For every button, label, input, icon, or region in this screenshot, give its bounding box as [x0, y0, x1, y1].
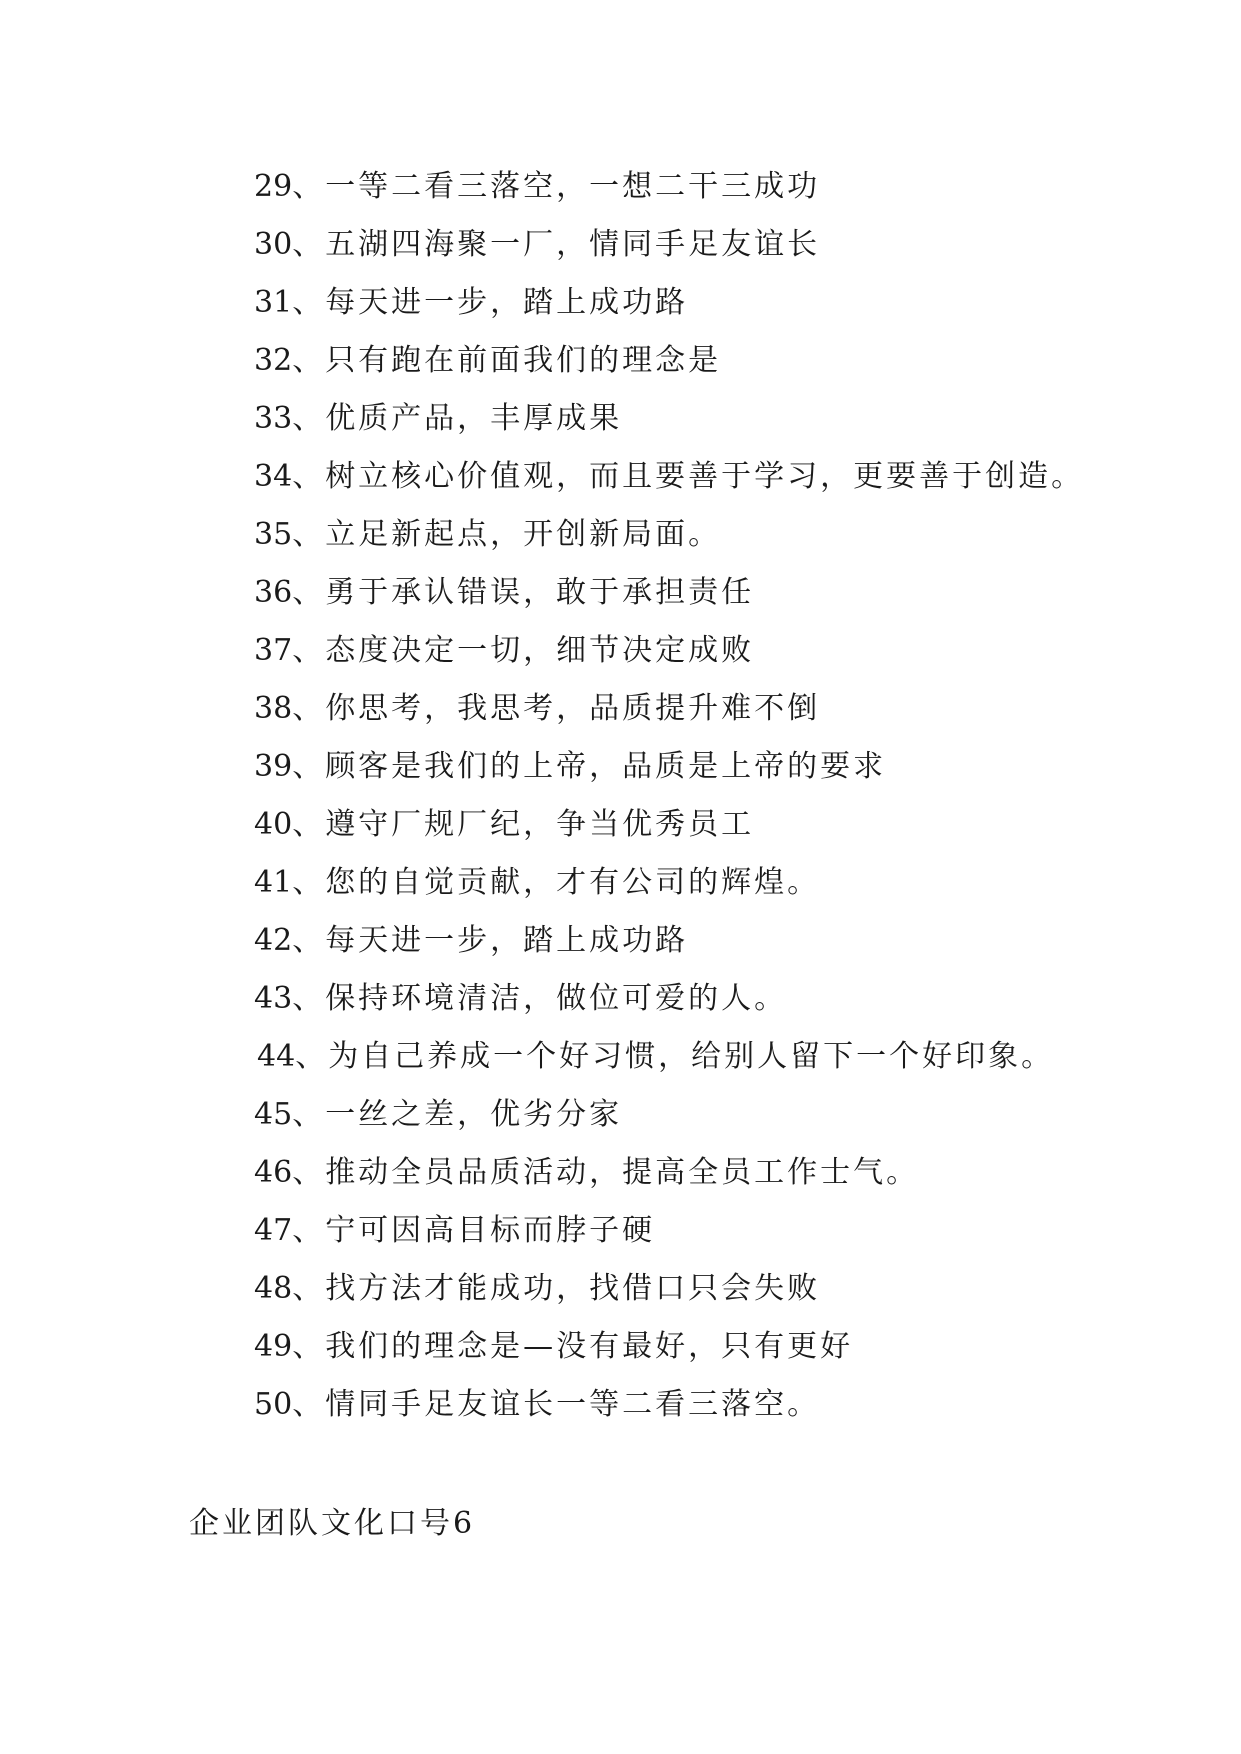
item-text: 找方法才能成功，找借口只会失败	[325, 1271, 821, 1306]
list-item	[254, 506, 1084, 564]
item-text: 一等二看三落空，一想二干三成功	[325, 169, 821, 204]
item-text: 推动全员品质活动，提高全员工作士气。	[325, 1155, 920, 1190]
slogan-list	[254, 158, 1084, 1434]
item-text: 五湖四海聚一厂，情同手足友谊长	[325, 227, 821, 262]
list-item	[254, 1144, 1084, 1202]
list-item	[254, 970, 1084, 1028]
item-separator: 、	[292, 1387, 326, 1422]
item-separator: 、	[292, 865, 326, 900]
list-item	[254, 854, 1084, 912]
item-number: 34	[254, 459, 293, 494]
item-text: 宁可因高目标而脖子硬	[325, 1213, 656, 1248]
item-separator: 、	[295, 1039, 329, 1074]
item-text: 一丝之差，优劣分家	[325, 1097, 623, 1132]
list-item	[254, 332, 1084, 390]
list-item	[257, 1028, 1084, 1086]
item-text: 每天进一步，踏上成功路	[325, 923, 689, 958]
item-text: 顾客是我们的上帝，品质是上帝的要求	[325, 749, 887, 784]
item-number: 35	[254, 517, 293, 552]
item-separator: 、	[292, 1271, 326, 1306]
item-text: 我们的理念是—没有最好，只有更好	[325, 1329, 854, 1364]
item-separator: 、	[292, 517, 326, 552]
item-text: 你思考，我思考，品质提升难不倒	[325, 691, 821, 726]
item-text: 态度决定一切，细节决定成败	[325, 633, 755, 668]
item-text: 情同手足友谊长一等二看三落空。	[325, 1387, 821, 1422]
item-number: 46	[254, 1155, 293, 1190]
section-heading: 企业团队文化口号6	[189, 1506, 476, 1541]
list-item	[254, 738, 1084, 796]
item-text: 保持环境清洁，做位可爱的人。	[325, 981, 788, 1016]
item-number: 31	[254, 285, 293, 320]
list-item	[254, 216, 1084, 274]
item-text: 您的自觉贡献，才有公司的辉煌。	[325, 865, 821, 900]
item-number: 45	[254, 1097, 293, 1132]
list-item	[254, 1086, 1084, 1144]
list-item	[254, 274, 1084, 332]
item-separator: 、	[292, 575, 326, 610]
item-text: 每天进一步，踏上成功路	[325, 285, 689, 320]
list-item	[254, 680, 1084, 738]
item-separator: 、	[292, 1097, 326, 1132]
item-number: 37	[254, 633, 293, 668]
item-separator: 、	[292, 923, 326, 958]
item-number: 47	[254, 1213, 293, 1248]
item-separator: 、	[292, 459, 326, 494]
item-separator: 、	[292, 169, 326, 204]
list-item	[254, 448, 1084, 506]
item-text: 树立核心价值观，而且要善于学习，更要善于创造。	[325, 459, 1085, 494]
item-text: 遵守厂规厂纪，争当优秀员工	[325, 807, 755, 842]
item-separator: 、	[292, 343, 326, 378]
item-separator: 、	[292, 1329, 326, 1364]
item-number: 50	[254, 1387, 293, 1422]
item-separator: 、	[292, 691, 326, 726]
item-text: 立足新起点，开创新局面。	[325, 517, 722, 552]
item-number: 29	[254, 169, 293, 204]
list-item	[254, 622, 1084, 680]
item-number: 39	[254, 749, 293, 784]
item-number: 44	[257, 1039, 296, 1074]
item-separator: 、	[292, 1213, 326, 1248]
item-separator: 、	[292, 981, 326, 1016]
item-separator: 、	[292, 749, 326, 784]
item-number: 43	[254, 981, 293, 1016]
item-number: 30	[254, 227, 293, 262]
item-number: 40	[254, 807, 293, 842]
list-item	[254, 158, 1084, 216]
item-number: 38	[254, 691, 293, 726]
item-number: 33	[254, 401, 293, 436]
list-item	[254, 1260, 1084, 1318]
list-item	[254, 796, 1084, 854]
list-item	[254, 1318, 1084, 1376]
item-text: 勇于承认错误，敢于承担责任	[325, 575, 755, 610]
item-text: 为自己养成一个好习惯，给别人留下一个好印象。	[328, 1039, 1055, 1074]
item-separator: 、	[292, 227, 326, 262]
item-separator: 、	[292, 401, 326, 436]
item-text: 优质产品，丰厚成果	[325, 401, 623, 436]
item-separator: 、	[292, 285, 326, 320]
list-item	[254, 390, 1084, 448]
item-separator: 、	[292, 807, 326, 842]
item-separator: 、	[292, 633, 326, 668]
item-number: 42	[254, 923, 293, 958]
item-number: 48	[254, 1271, 293, 1306]
item-number: 41	[254, 865, 293, 900]
item-number: 32	[254, 343, 293, 378]
item-separator: 、	[292, 1155, 326, 1190]
list-item	[254, 564, 1084, 622]
list-item	[254, 1202, 1084, 1260]
list-item	[254, 1376, 1084, 1434]
list-item	[254, 912, 1084, 970]
item-number: 36	[254, 575, 293, 610]
item-number: 49	[254, 1329, 293, 1364]
item-text: 只有跑在前面我们的理念是	[325, 343, 722, 378]
